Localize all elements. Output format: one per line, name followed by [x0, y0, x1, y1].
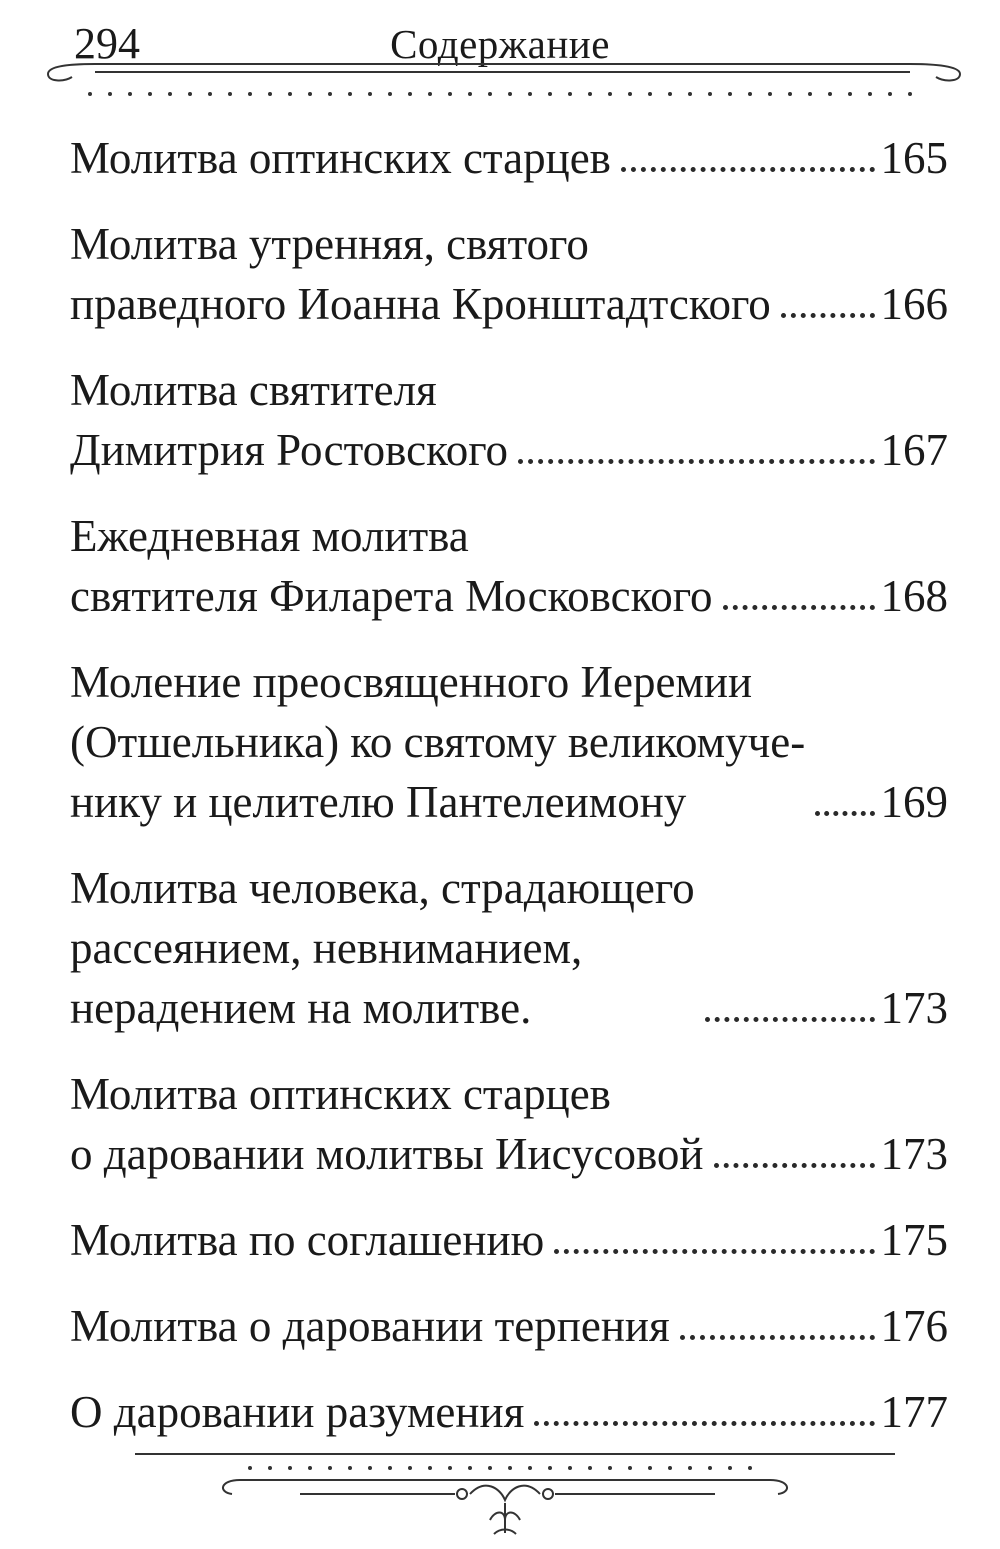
entry-spacer	[70, 1270, 948, 1296]
toc-entry-title-line: Моление преосвященного Иеремии	[70, 657, 753, 707]
toc-entry	[70, 652, 948, 832]
page-number: 294	[74, 19, 140, 68]
toc-entry-title	[70, 506, 713, 626]
toc-entry-title-line: Молитва оптинских старцев	[70, 1069, 611, 1119]
toc-entry-title-line: Ежедневная молитва	[70, 511, 469, 561]
toc-entry	[70, 858, 948, 1038]
toc-entry-page: 167	[880, 425, 948, 475]
toc-entry-page: 173	[880, 983, 948, 1033]
entry-spacer	[70, 188, 948, 214]
entry-spacer	[70, 626, 948, 652]
toc-entry-title-line: Молитва о даровании терпения	[70, 1301, 670, 1351]
toc-entry-title-line: нику и целителю Пантелеимону	[70, 777, 687, 827]
dot-leader	[723, 605, 875, 610]
toc-entry-title	[70, 360, 508, 480]
toc-entry	[70, 1210, 948, 1270]
toc-entry-title	[70, 858, 695, 1038]
toc-entry-page: 173	[880, 1129, 948, 1179]
entry-spacer	[70, 334, 948, 360]
dot-leader	[518, 459, 874, 464]
toc-entry-title-line: (Отшельника) ко святому великомуче-	[70, 717, 806, 767]
toc-entry-title	[70, 1296, 670, 1356]
toc-entry-title	[70, 214, 771, 334]
dot-leader	[705, 1017, 875, 1022]
toc-entry	[70, 214, 948, 334]
toc-entry-title-line: рассеянием, невниманием,	[70, 923, 583, 973]
toc-entry-page: 165	[880, 133, 948, 183]
toc-entry-title-line: Молитва святителя	[70, 365, 437, 415]
toc-entry-title	[70, 1382, 524, 1442]
toc-entry-title-line: о даровании молитвы Иисусовой	[70, 1129, 704, 1179]
toc-entry-title	[70, 652, 805, 832]
dot-leader	[714, 1163, 875, 1168]
toc-entry-title	[70, 1064, 704, 1184]
toc-entry	[70, 506, 948, 626]
running-title: Содержание	[390, 21, 610, 67]
dot-leader	[815, 811, 874, 816]
toc-entry-page: 166	[880, 279, 948, 329]
toc-entry-title	[70, 1210, 544, 1270]
entry-spacer	[70, 1184, 948, 1210]
toc-entry-title-line: нерадением на молитве.	[70, 983, 532, 1033]
toc-entry-page: 177	[880, 1387, 948, 1437]
toc-entry-title-line: Молитва по соглашению	[70, 1215, 545, 1265]
toc-entry-title-line: О даровании разумения	[70, 1387, 525, 1437]
dot-leader	[680, 1335, 875, 1340]
toc-entry	[70, 128, 948, 188]
toc-entry-title-line: Молитва человека, страдающего	[70, 863, 695, 913]
entry-spacer	[70, 1356, 948, 1382]
page-header	[0, 0, 1000, 110]
toc-entry-title-line: праведного Иоанна Кронштадтского	[70, 279, 771, 329]
entry-spacer	[70, 832, 948, 858]
toc-entry-title-line: Молитва утренняя, святого	[70, 219, 589, 269]
header-ornament	[0, 52, 1000, 112]
footer-ornament	[0, 1448, 1000, 1549]
toc-entry-title-line: Димитрия Ростовского	[70, 425, 509, 475]
toc-entry-page: 176	[880, 1301, 948, 1351]
toc-entry-title-line: Молитва оптинских старцев	[70, 133, 611, 183]
toc-entry-page: 169	[880, 777, 948, 827]
dot-leader	[534, 1421, 874, 1426]
toc-entry-title-line: святителя Филарета Московского	[70, 571, 713, 621]
toc-entry	[70, 1296, 948, 1356]
toc-entry-page: 168	[880, 571, 948, 621]
dot-leader	[554, 1249, 874, 1254]
dot-leader	[621, 167, 875, 172]
toc-entry	[70, 360, 948, 480]
table-of-contents	[70, 128, 948, 1442]
toc-entry-page: 175	[880, 1215, 948, 1265]
entry-spacer	[70, 480, 948, 506]
toc-entry	[70, 1064, 948, 1184]
dot-leader	[781, 313, 875, 318]
toc-entry-title	[70, 128, 611, 188]
toc-entry	[70, 1382, 948, 1442]
entry-spacer	[70, 1038, 948, 1064]
